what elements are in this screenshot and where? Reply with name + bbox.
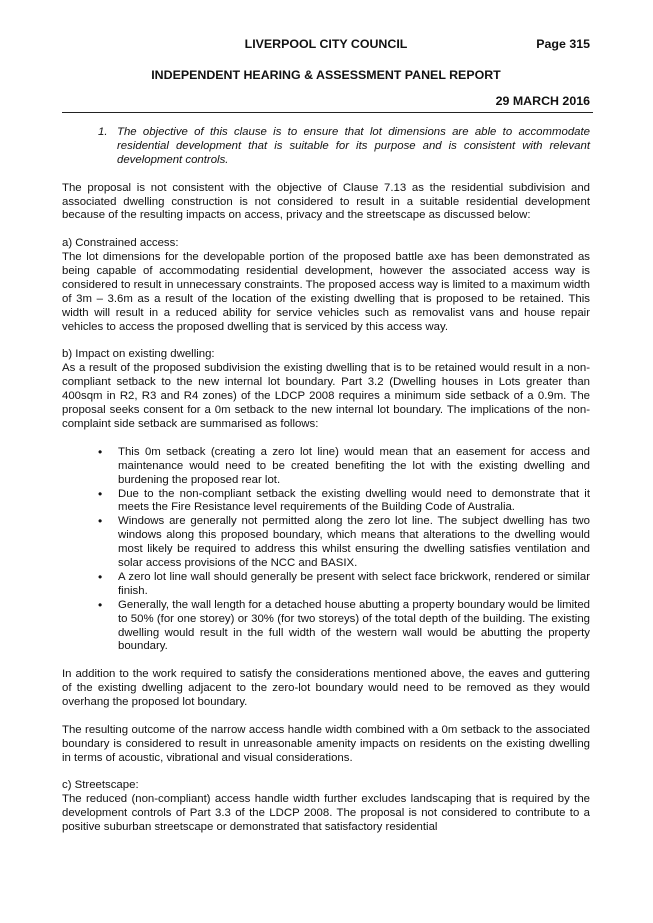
list-item-text: A zero lot line wall should generally be present with select face brickwork, rendered or similar finish. [118, 570, 590, 597]
objective-number: 1. [98, 126, 108, 138]
section-c-paragraph: The reduced (non-compliant) access handle width further excludes landscaping that is required by the development controls of Part 3.3 of the LDCP 2008. The proposal is not considered to contribute to a positive suburban streetscape or demonstrated that satisfactory residential [62, 793, 590, 834]
list-item-text: Generally, the wall length for a detached house abutting a property boundary would be limited to 50% (for one storey) or 30% (for two storeys) of the total depth of the building. The existing dwelling would result in the full width of the western wall would be abutting the property boundary. [118, 598, 590, 653]
list-item-text: Due to the non-compliant setback the existing dwelling would need to demonstrate that it meets the Fire Resistance level requirements of the Building Code of Australia. [118, 487, 590, 514]
bullet-icon: • [98, 597, 103, 612]
report-title: INDEPENDENT HEARING & ASSESSMENT PANEL REPORT [151, 68, 501, 82]
header-top-line [62, 37, 590, 55]
list-item [98, 488, 590, 516]
section-a-paragraph: The lot dimensions for the developable portion of the proposed battle axe has been demonstrated as being capable of accommodating residential development, however the associated access way is considered to result in unnecessary constraints. The proposed access way is limited to a maximum width of 3m – 3.6m as a result of the location of the existing dwelling that is proposed to be retained. This width will result in a reduced ability for service vehicles such as removalist vans and house repair vehicles to access the proposed dwelling that is serviced by this access way. [62, 251, 590, 333]
council-name: LIVERPOOL CITY COUNCIL [244, 37, 408, 51]
section-c-heading: c) Streetscape: [62, 779, 139, 792]
objective-item [98, 126, 590, 168]
document-body [62, 126, 590, 835]
report-date: 29 MARCH 2016 [495, 94, 590, 108]
list-item [98, 515, 590, 571]
list-item [98, 599, 590, 655]
eaves-paragraph: In addition to the work required to satisfy the considerations mentioned above, the eaves and guttering of the existing dwelling adjacent to the zero-lot boundary would need to be removed as they would overhang the proposed lot boundary. [62, 668, 590, 709]
list-item [98, 571, 590, 599]
bullet-icon: • [98, 444, 103, 459]
list-item-text: Windows are generally not permitted along the zero lot line. The subject dwelling has two windows along this proposed boundary, which means that alterations to the dwelling would most likely be required to address this whilst ensuring the dwelling satisfies ventilation and solar access provisions of the NCC and BASIX. [118, 515, 590, 570]
bullet-icon: • [98, 569, 103, 584]
bullet-icon: • [98, 514, 103, 529]
list-item [98, 446, 590, 488]
intro-paragraph: The proposal is not consistent with the objective of Clause 7.13 as the residential subdivision and associated dwelling construction is not considered to result in a suitable residential development because of the resulting impacts on access, privacy and the streetscape as discussed below: [62, 181, 590, 222]
section-b-paragraph: As a result of the proposed subdivision the existing dwelling that is to be retained would result in a non-compliant setback to the new internal lot boundary. Part 3.2 (Dwelling houses in Lots greater than 400sqm in R2, R3 and R4 zones) of the LDCP 2008 requires a minimum side setback of a 0.9m. The proposal seeks consent for a 0m setback to the new internal lot boundary. The implications of the non-complaint side setback are summarised as follows: [62, 362, 590, 430]
page-number: Page 315 [536, 37, 590, 51]
implications-list [62, 446, 590, 655]
section-b-heading: b) Impact on existing dwelling: [62, 348, 215, 361]
header-divider [62, 112, 593, 113]
outcome-paragraph: The resulting outcome of the narrow access handle width combined with a 0m setback to the associated boundary is considered to result in unreasonable amenity impacts on residents on the existing dwelling in terms of acoustic, vibrational and visual considerations. [62, 723, 590, 764]
objective-text: The objective of this clause is to ensure that lot dimensions are able to accommodate residential development that is suitable for its purpose and is consistent with relevant development controls. [117, 126, 590, 166]
section-a-heading: a) Constrained access: [62, 237, 179, 250]
bullet-icon: • [98, 486, 103, 501]
list-item-text: This 0m setback (creating a zero lot line) would mean that an easement for access and maintenance would need to be created benefiting the lot with the existing dwelling and burdening the proposed rear lot. [118, 445, 590, 486]
